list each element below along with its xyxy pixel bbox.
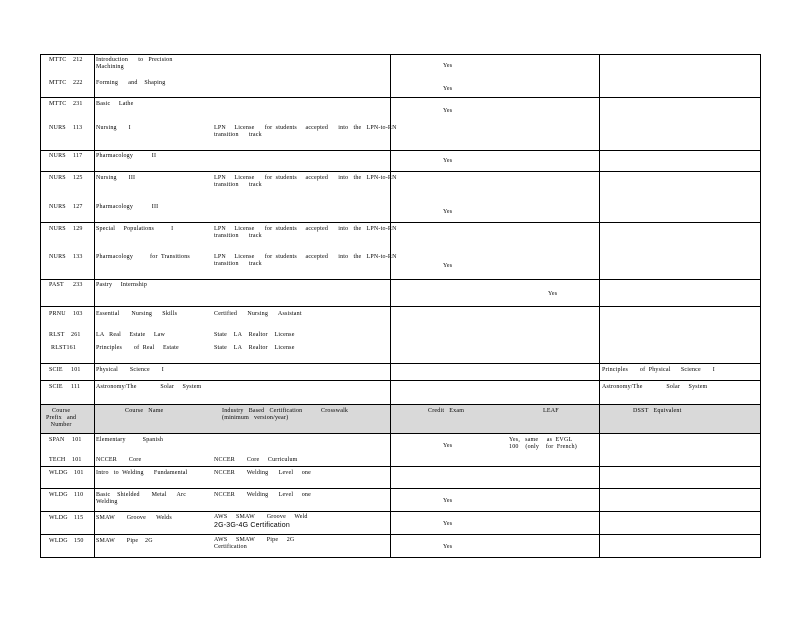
course-name: Pharmacology for Transitions [96, 254, 190, 260]
row-divider [40, 279, 761, 280]
course-number: 101 [74, 470, 84, 476]
course-number: 103 [73, 311, 83, 317]
row-divider [40, 557, 761, 558]
industry-certification: LPN License for students accepted into the LPN-to-RN transition track [214, 226, 397, 239]
leaf-yes: Yes [548, 291, 558, 297]
course-prefix: MTTC [49, 101, 67, 107]
credit-exam-yes: Yes [443, 521, 453, 527]
course-number: 133 [73, 254, 83, 260]
column-divider [760, 54, 761, 558]
course-name: Physical Science I [96, 367, 164, 373]
row-divider [40, 150, 761, 151]
credit-exam-yes: Yes [443, 158, 453, 164]
header-course-name: Course Name [125, 408, 164, 414]
column-divider [94, 54, 95, 558]
course-prefix: PAST [49, 282, 64, 288]
course-prefix: MTTC [49, 57, 67, 63]
course-prefix: NURS [49, 153, 66, 159]
course-number: 212 [73, 57, 83, 63]
course-name: Nursing I [96, 125, 131, 131]
credit-exam-yes: Yes [443, 108, 453, 114]
course-name: Pharmacology II [96, 153, 157, 159]
header-industry-certification: Industry Based Certification (minimum version/year) [222, 408, 303, 421]
column-divider [599, 54, 600, 558]
industry-certification: AWS SMAW Pipe 2G Certification [214, 537, 295, 550]
dsst-equivalent: Astronomy/The Solar System [602, 384, 708, 390]
industry-certification: NCCER Core Curriculum [214, 457, 298, 463]
course-prefix: NURS [49, 226, 66, 232]
credit-exam-yes: Yes [443, 63, 453, 69]
row-divider [40, 511, 761, 512]
header-credit-exam: Credit Exam [428, 408, 465, 414]
course-prefix: PRNU [49, 311, 66, 317]
course-prefix: WLDG [49, 538, 68, 544]
course-name: SMAW Groove Welds [96, 515, 172, 521]
industry-certification: LPN License for students accepted into the LPN-to-RN transition track [214, 254, 397, 267]
course-name: Pastry Internship [96, 282, 148, 288]
course-number: 101 [71, 367, 81, 373]
course-prefix: NURS [49, 125, 66, 131]
header-dsst-equivalent: DSST Equivalent [633, 408, 682, 414]
credit-exam-yes: Yes [443, 544, 453, 550]
course-name: Principles of Real Estate [96, 345, 179, 351]
industry-certification: Certified Nursing Assistant [214, 311, 302, 317]
credit-exam-yes: Yes [443, 209, 453, 215]
industry-certification-level: 2G-3G-4G Certification [214, 522, 290, 529]
row-divider [40, 363, 761, 364]
course-number: 117 [73, 153, 83, 159]
dsst-equivalent: Principles of Physical Science I [602, 367, 715, 373]
row-divider [40, 171, 761, 172]
row-divider [40, 306, 761, 307]
course-name: Special Populations I [96, 226, 174, 232]
course-name: NCCER Core [96, 457, 142, 463]
course-number: 101 [72, 437, 82, 443]
industry-certification: AWS SMAW Groove Weld [214, 514, 308, 520]
credit-exam-yes: Yes [443, 498, 453, 504]
course-number: 231 [73, 101, 83, 107]
row-divider [40, 222, 761, 223]
course-number: 115 [74, 515, 84, 521]
course-number: 261 [71, 332, 81, 338]
course-number: 233 [73, 282, 83, 288]
course-name: Introduction to Precision Machining [96, 57, 173, 70]
course-number: 150 [74, 538, 84, 544]
industry-certification: State LA Realtor License [214, 345, 295, 351]
course-prefix: RLST [49, 332, 65, 338]
course-prefix: SCIE [49, 367, 63, 373]
course-name: Nursing III [96, 175, 136, 181]
industry-certification: NCCER Welding Level one [214, 470, 311, 476]
course-name: Pharmacology III [96, 204, 159, 210]
industry-certification: LPN License for students accepted into the LPN-to-RN transition track [214, 175, 397, 188]
course-number: 129 [73, 226, 83, 232]
course-number: 101 [72, 457, 82, 463]
row-divider [40, 97, 761, 98]
course-name: SMAW Pipe 2G [96, 538, 153, 544]
course-name: Basic Shielded Metal Arc Welding [96, 492, 187, 505]
course-number: 111 [71, 384, 81, 390]
row-divider [40, 404, 761, 405]
course-prefix: TECH [49, 457, 66, 463]
course-name: Elementary Spanish [96, 437, 164, 443]
credit-exam-yes: Yes [443, 443, 453, 449]
row-divider [40, 534, 761, 535]
course-name: Intro to Welding Fundamental [96, 470, 188, 476]
course-number: 127 [73, 204, 83, 210]
course-prefix: SCIE [49, 384, 63, 390]
credit-exam-yes: Yes [443, 263, 453, 269]
row-divider [40, 433, 761, 434]
course-number: 222 [73, 80, 83, 86]
course-prefix: NURS [49, 254, 66, 260]
header-crosswalk: Crosswalk [321, 408, 349, 414]
course-number: 113 [73, 125, 83, 131]
course-name: Forming and Shaping [96, 80, 166, 86]
row-divider [40, 54, 761, 55]
course-name: Essential Nursing Skills [96, 311, 178, 317]
course-prefix: WLDG [49, 515, 68, 521]
course-number: 110 [74, 492, 84, 498]
row-divider [40, 380, 761, 381]
industry-certification: NCCER Welding Level one [214, 492, 311, 498]
industry-certification: LPN License for students accepted into the LPN-to-RN transition track [214, 125, 397, 138]
header-leaf: LEAF [543, 408, 559, 414]
course-prefix: NURS [49, 175, 66, 181]
row-divider [40, 488, 761, 489]
course-prefix: NURS [49, 204, 66, 210]
course-name: Astronomy/The Solar System [96, 384, 202, 390]
course-name: LA Real Estate Law [96, 332, 166, 338]
header-course-prefix: Course Prefix and Number [46, 408, 77, 428]
row-divider [40, 466, 761, 467]
course-prefix: WLDG [49, 470, 68, 476]
course-prefix: RLST161 [51, 345, 77, 351]
industry-certification: State LA Realtor License [214, 332, 295, 338]
course-prefix: WLDG [49, 492, 68, 498]
course-prefix: SPAN [49, 437, 65, 443]
course-name: Basic Lathe [96, 101, 134, 107]
course-prefix: MTTC [49, 80, 67, 86]
leaf-value: Yes, same as EVGL 100 (only for French) [509, 437, 577, 450]
course-number: 125 [73, 175, 83, 181]
credit-exam-yes: Yes [443, 86, 453, 92]
column-divider [40, 54, 41, 558]
